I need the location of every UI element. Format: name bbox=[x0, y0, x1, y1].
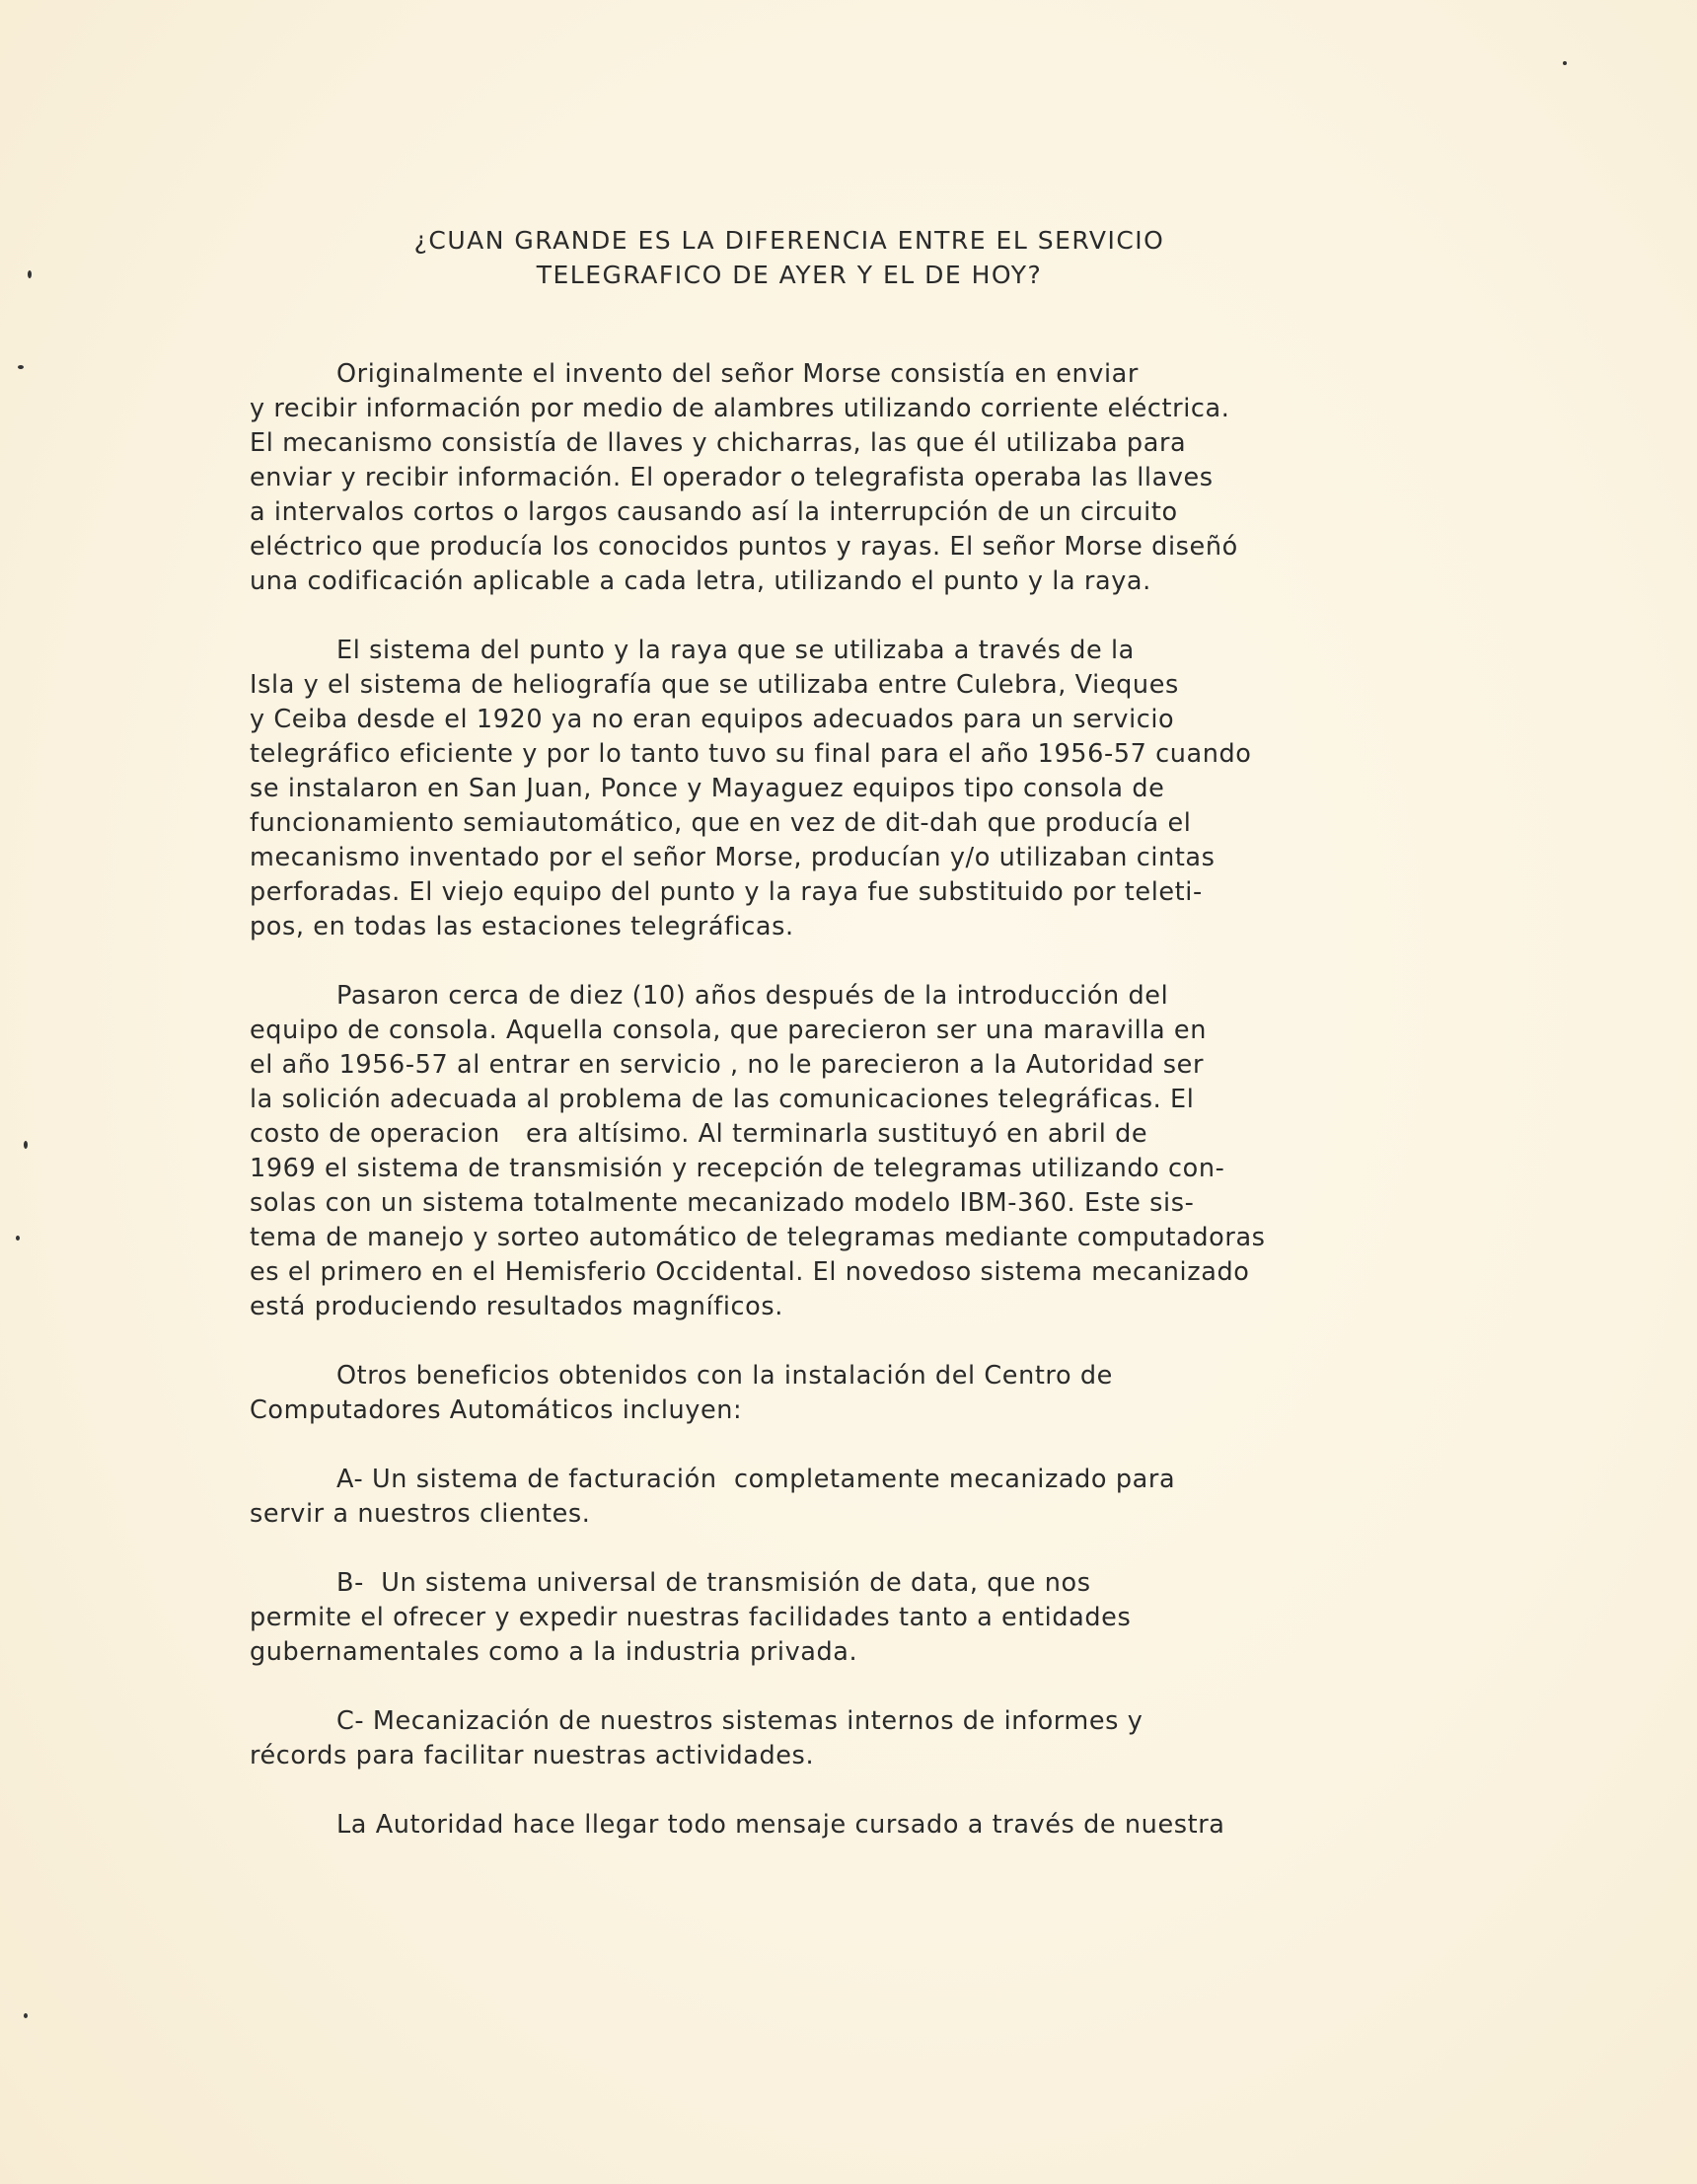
text-line: enviar y recibir información. El operador o telegrafista operaba las llaves bbox=[250, 463, 1214, 492]
paper-speck bbox=[16, 1236, 20, 1241]
text-line: permite el ofrecer y expedir nuestras facilidades tanto a entidades bbox=[250, 1603, 1132, 1632]
document-title bbox=[296, 223, 1283, 292]
text-line: Pasaron cerca de diez (10) años después de la introducción del bbox=[336, 981, 1169, 1011]
text-line: perforadas. El viejo equipo del punto y la raya fue substituido por teleti- bbox=[250, 877, 1203, 907]
list-item bbox=[250, 1463, 1434, 1532]
text-line: a intervalos cortos o largos causando así la interrupción de un circuito bbox=[250, 497, 1178, 527]
text-line: A- Un sistema de facturación completamente mecanizado para bbox=[336, 1465, 1176, 1494]
title-line: ¿CUAN GRANDE ES LA DIFERENCIA ENTRE EL SERVICIO bbox=[413, 226, 1165, 255]
text-line: pos, en todas las estaciones telegráficas. bbox=[250, 912, 794, 941]
paragraph bbox=[250, 634, 1434, 944]
paragraph bbox=[250, 979, 1434, 1324]
text-line: 1969 el sistema de transmisión y recepción de telegramas utilizando con- bbox=[250, 1154, 1225, 1183]
paragraph bbox=[250, 1808, 1434, 1843]
document-body bbox=[250, 357, 1434, 1877]
text-line: funcionamiento semiautomático, que en vez de dit-dah que producía el bbox=[250, 808, 1192, 838]
paragraph bbox=[250, 1359, 1434, 1428]
text-line: es el primero en el Hemisferio Occidental. El novedoso sistema mecanizado bbox=[250, 1257, 1250, 1287]
text-line: está produciendo resultados magníficos. bbox=[250, 1292, 783, 1321]
text-line: Isla y el sistema de heliografía que se utilizaba entre Culebra, Vieques bbox=[250, 670, 1179, 700]
text-line: El mecanismo consistía de llaves y chicharras, las que él utilizaba para bbox=[250, 428, 1187, 458]
paper-speck bbox=[1563, 61, 1567, 65]
text-line: gubernamentales como a la industria privada. bbox=[250, 1637, 858, 1667]
text-line: una codificación aplicable a cada letra, utilizando el punto y la raya. bbox=[250, 566, 1151, 596]
text-line: tema de manejo y sorteo automático de telegramas mediante computadoras bbox=[250, 1223, 1266, 1252]
text-line: se instalaron en San Juan, Ponce y Mayaguez equipos tipo consola de bbox=[250, 774, 1165, 803]
text-line: solas con un sistema totalmente mecanizado modelo IBM-360. Este sis- bbox=[250, 1188, 1195, 1218]
text-line: telegráfico eficiente y por lo tanto tuvo su final para el año 1956-57 cuando bbox=[250, 739, 1252, 769]
text-line: el año 1956-57 al entrar en servicio , no le parecieron a la Autoridad ser bbox=[250, 1050, 1205, 1080]
text-line: La Autoridad hace llegar todo mensaje cursado a través de nuestra bbox=[336, 1810, 1225, 1840]
paper-speck bbox=[28, 270, 32, 278]
text-line: récords para facilitar nuestras actividades. bbox=[250, 1741, 815, 1770]
text-line: la solición adecuada al problema de las comunicaciones telegráficas. El bbox=[250, 1085, 1195, 1114]
paper-speck bbox=[18, 365, 24, 369]
text-line: servir a nuestros clientes. bbox=[250, 1499, 591, 1529]
text-line: costo de operacion era altísimo. Al terminarla sustituyó en abril de bbox=[250, 1119, 1148, 1149]
text-line: mecanismo inventado por el señor Morse, producían y/o utilizaban cintas bbox=[250, 843, 1216, 872]
list-item bbox=[250, 1704, 1434, 1773]
text-line: Otros beneficios obtenidos con la instalación del Centro de bbox=[336, 1361, 1113, 1391]
text-line: y Ceiba desde el 1920 ya no eran equipos adecuados para un servicio bbox=[250, 705, 1175, 734]
text-line: El sistema del punto y la raya que se utilizaba a través de la bbox=[336, 636, 1135, 665]
title-line: TELEGRAFICO DE AYER Y EL DE HOY? bbox=[536, 261, 1043, 289]
text-line: equipo de consola. Aquella consola, que parecieron ser una maravilla en bbox=[250, 1016, 1207, 1045]
text-line: B- Un sistema universal de transmisión de data, que nos bbox=[336, 1568, 1091, 1598]
text-line: Computadores Automáticos incluyen: bbox=[250, 1395, 743, 1425]
text-line: C- Mecanización de nuestros sistemas internos de informes y bbox=[336, 1706, 1144, 1736]
text-line: y recibir información por medio de alambres utilizando corriente eléctrica. bbox=[250, 394, 1230, 423]
text-line: eléctrico que producía los conocidos puntos y rayas. El señor Morse diseñó bbox=[250, 532, 1238, 562]
list-item bbox=[250, 1566, 1434, 1670]
text-line: Originalmente el invento del señor Morse consistía en enviar bbox=[336, 359, 1139, 389]
paper-speck bbox=[24, 1141, 28, 1149]
paper-speck bbox=[24, 2013, 28, 2018]
paragraph bbox=[250, 357, 1434, 599]
